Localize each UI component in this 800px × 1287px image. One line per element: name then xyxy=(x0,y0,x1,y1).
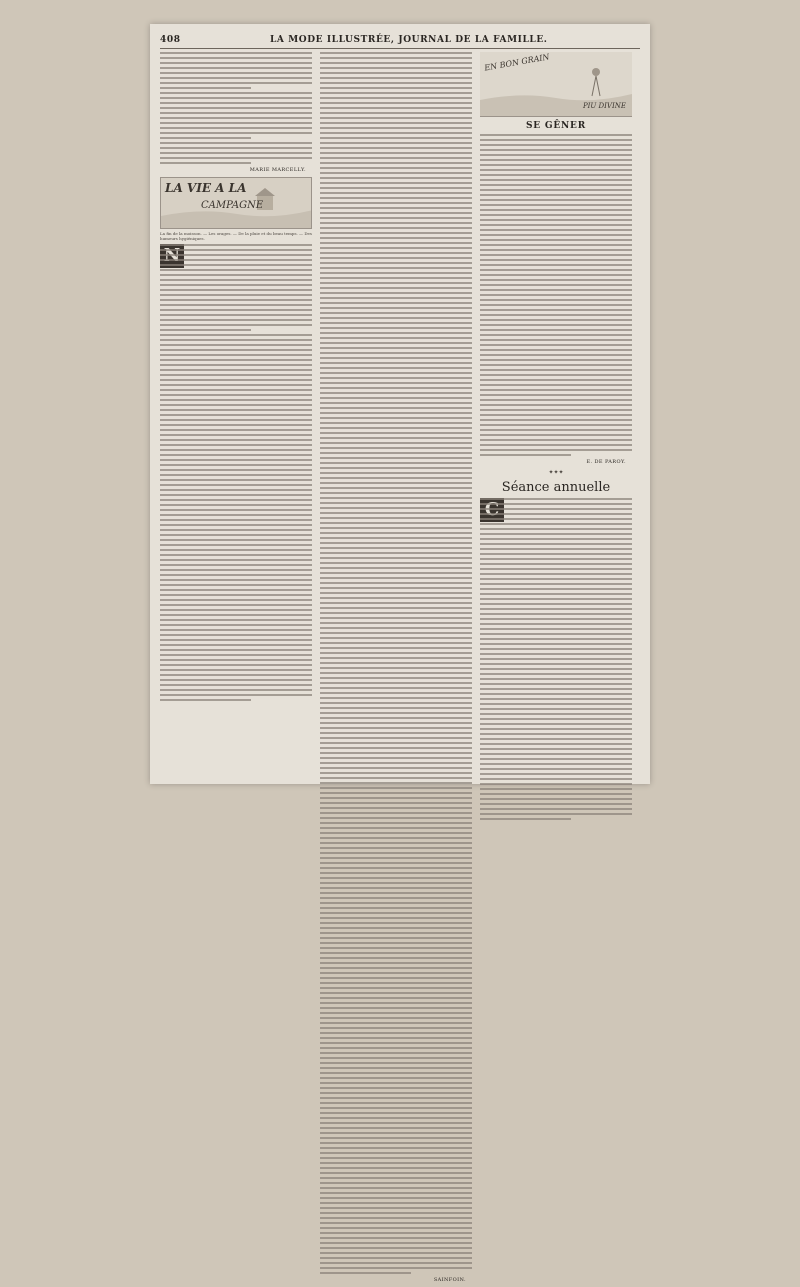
vignette-title: LA VIE A LA xyxy=(165,181,247,195)
article-text xyxy=(480,134,632,456)
vignette-caption: La fin de la moisson. — Les orages. — De la pluie et du beau temps. — Des humeurs hygiéniques. xyxy=(160,231,312,241)
signature: SAINFOIN. xyxy=(433,1277,466,1283)
column-right xyxy=(480,52,632,823)
page-number: 408 xyxy=(160,35,181,45)
column-middle xyxy=(320,52,472,1287)
campagne-vignette xyxy=(160,177,312,229)
vignette-title-2: CAMPAGNE xyxy=(201,200,264,211)
article-text xyxy=(320,52,472,1274)
section-title: Séance annuelle xyxy=(501,480,611,495)
ornament-divider: ✦✦✦ xyxy=(548,469,564,476)
vignette-text-2: PIU DIVINE xyxy=(582,102,626,110)
article-text xyxy=(480,498,632,820)
wheat-vignette xyxy=(480,52,632,117)
signature: MARIE MARCELLY. xyxy=(249,167,306,173)
text-block xyxy=(160,52,312,164)
column-left xyxy=(160,52,312,704)
signature: E. DE PAROY. xyxy=(586,459,626,465)
article-text xyxy=(160,244,312,701)
journal-title: LA MODE ILLUSTRÉE, JOURNAL DE LA FAMILLE. xyxy=(270,35,548,45)
newspaper-page xyxy=(150,24,650,1283)
page-header xyxy=(160,34,640,49)
vignette-text-1: EN BON GRAIN xyxy=(483,52,551,73)
article-heading: SE GÊNER xyxy=(525,121,586,131)
